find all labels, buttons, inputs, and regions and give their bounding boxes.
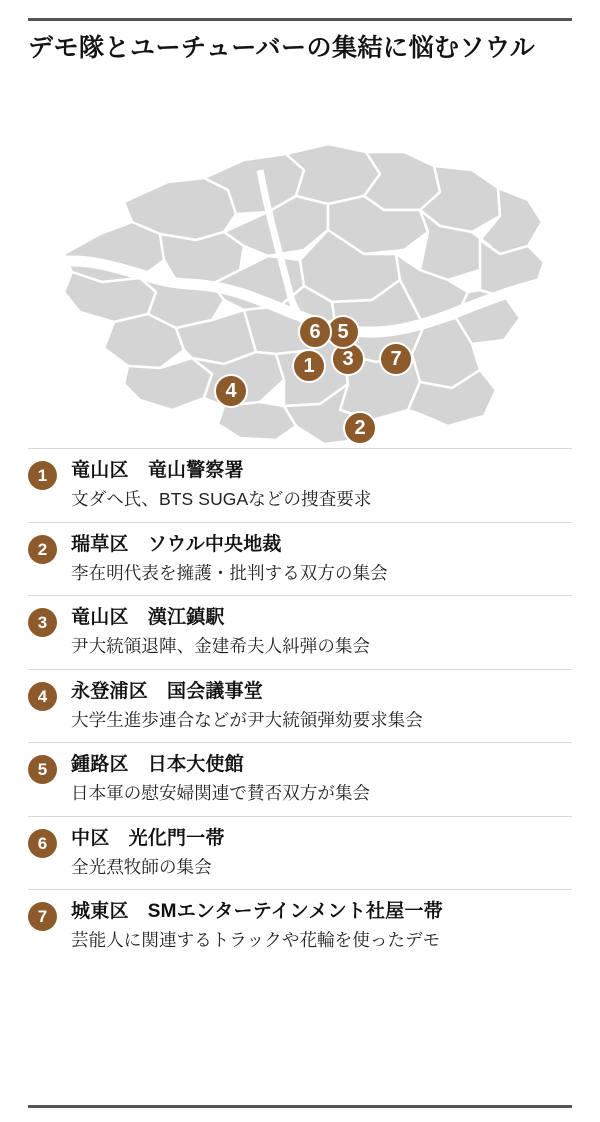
legend-description: 全光焄牧師の集会: [71, 856, 212, 877]
legend-title: 永登浦区 国会議事堂: [71, 680, 264, 702]
page-title: デモ隊とユーチューバーの集結に悩むソウル: [28, 34, 536, 62]
legend-text: [71, 680, 572, 732]
legend-badge: 5: [28, 755, 57, 784]
legend-title: 竜山区 竜山警察署: [71, 460, 244, 482]
legend-item[interactable]: [28, 669, 572, 743]
bottom-divider: [28, 1105, 572, 1108]
legend-title: 鍾路区 日本大使館: [71, 754, 244, 776]
legend-badge: 7: [28, 902, 57, 931]
legend-title: 竜山区 漢江鎮駅: [71, 607, 225, 629]
seoul-map: [28, 74, 572, 444]
legend-description: 文ダヘ氏、BTS SUGAなどの捜査要求: [71, 489, 372, 509]
infographic-page: [0, 18, 600, 1122]
legend-text: [71, 827, 572, 879]
legend-list: [28, 448, 572, 963]
map-marker-label: 5: [337, 321, 349, 344]
map-marker-label: 7: [390, 348, 402, 371]
map-marker-7[interactable]: [379, 342, 413, 376]
legend-title: 城東区 SMエンターテインメント社屋一帯: [71, 901, 443, 923]
map-marker-label: 2: [354, 417, 366, 440]
map-marker-label: 6: [309, 321, 321, 344]
legend-item[interactable]: [28, 816, 572, 890]
map-marker-label: 1: [303, 355, 315, 378]
legend-item[interactable]: [28, 522, 572, 596]
legend-item[interactable]: [28, 448, 572, 522]
legend-title: 瑞草区 ソウル中央地裁: [71, 533, 282, 555]
legend-badge: 6: [28, 829, 57, 858]
legend-badge: 3: [28, 608, 57, 637]
legend-description: 尹大統領退陣、金建希夫人糾弾の集会: [71, 636, 371, 656]
map-marker-6[interactable]: [298, 315, 332, 349]
legend-text: [71, 753, 572, 805]
legend-text: [71, 606, 572, 658]
legend-text: [71, 900, 572, 952]
legend-item[interactable]: [28, 742, 572, 816]
map-svg: [28, 74, 572, 444]
legend-description: 大学生進歩連合などが尹大統領弾劾要求集会: [71, 709, 423, 730]
map-marker-1[interactable]: [292, 349, 326, 383]
legend-description: 日本軍の慰安婦関連で賛否双方が集会: [71, 783, 371, 803]
top-divider: [28, 18, 572, 21]
legend-item[interactable]: [28, 889, 572, 963]
legend-badge: 2: [28, 535, 57, 564]
legend-badge: 4: [28, 682, 57, 711]
legend-description: 李在明代表を擁護・批判する双方の集会: [71, 562, 388, 583]
legend-item[interactable]: [28, 595, 572, 669]
legend-text: [71, 533, 572, 585]
map-marker-2[interactable]: [343, 411, 377, 445]
map-marker-label: 3: [342, 348, 354, 371]
legend-title: 中区 光化門一帯: [71, 827, 225, 849]
map-marker-4[interactable]: [214, 374, 248, 408]
legend-description: 芸能人に関連するトラックや花輪を使ったデモ: [71, 930, 441, 950]
legend-badge: 1: [28, 461, 57, 490]
district-shape: [124, 358, 212, 410]
map-marker-label: 4: [225, 380, 237, 403]
legend-text: [71, 459, 572, 511]
